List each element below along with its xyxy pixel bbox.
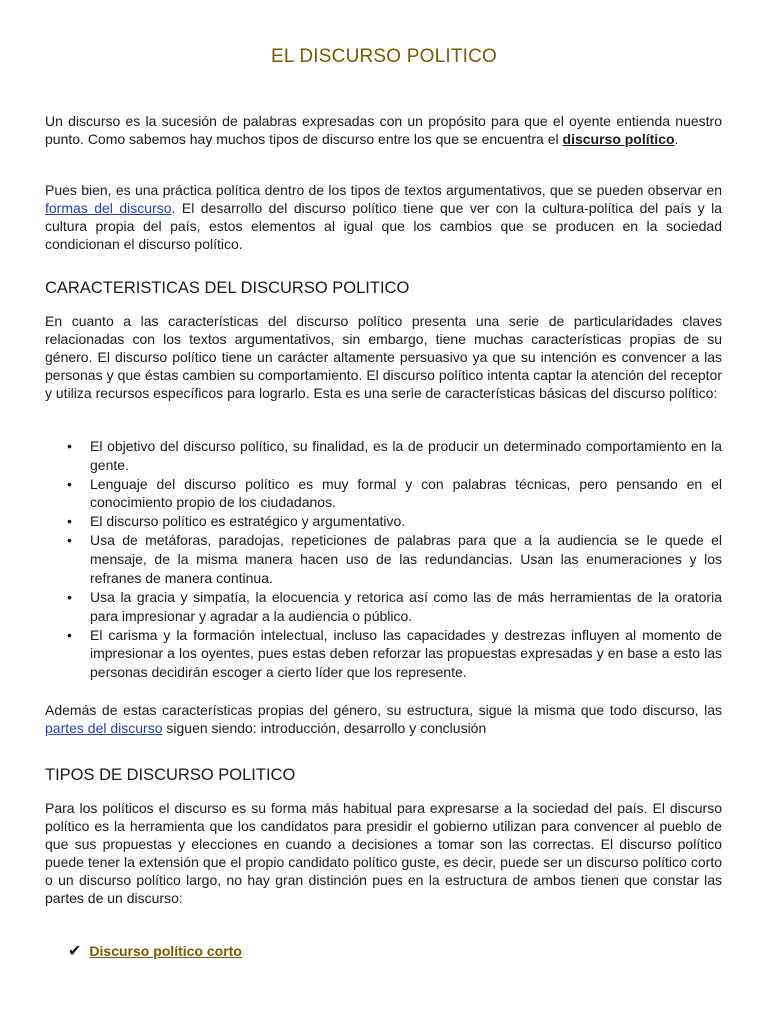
checkmark-icon: ✔ <box>68 943 82 960</box>
bullet-dot: • <box>67 626 72 643</box>
bullet-dot: • <box>67 588 72 605</box>
formas-del-discurso-link[interactable]: formas del discurso <box>45 200 172 216</box>
closing-text: Además de estas características propias del género, su estructura, sigue la misma que todo discurso, las <box>45 702 722 718</box>
intro-bold-term: discurso político <box>562 131 675 147</box>
tipos-paragraph: Para los políticos el discurso es su forma más habitual para expresarse a la sociedad del país. El discurso político es la herramienta que los candidatos para presidir el gobierno utilizan para convencer al pueblo de que sus propuestas y elecciones en cuando a decisiones a tomar son las correctas. El discurso político puede tener la extensión que el propio candidato político guste, es decir, puede ser un discurso político corto o un discurso político largo, no hay gran distinción pues en la estructura de ambos tienen que constar las partes de un discurso: <box>45 800 722 906</box>
closing-paragraph <box>45 701 722 737</box>
para2-end: . El desarrollo del discurso político tiene que ver con la cultura-política del país y la cultura propia del país, estos elementos al igual que los cambios que se producen en la sociedad condicionan el discurso político. <box>45 200 722 252</box>
list-item: • Usa la gracia y simpatía, la elocuencia y retorica así como las de más herramientas de la oratoria para impresionar y agradar a la audiencia o público. <box>67 588 722 624</box>
bullet-dot: • <box>67 438 72 454</box>
second-paragraph <box>45 181 722 253</box>
para2-text: Pues bien, es una práctica política dentro de los tipos de textos argumentativos, que se pueden observar en <box>45 182 722 198</box>
bullet-dot: • <box>67 513 72 530</box>
intro-paragraph <box>45 112 722 148</box>
checklist-item-discurso-corto <box>68 941 242 961</box>
list-item: • Usa de metáforas, paradojas, repeticiones de palabras para que a la audiencia se le quede el mensaje, de la misma manera hacen uso de las redundancias. Usan las enumeraciones y los refranes de manera continua. <box>67 532 722 586</box>
intro-text: Un discurso es la sucesión de palabras expresadas con un propósito para que el oyente entienda nuestro punto. Como sabemos hay muchos tipos de discurso entre los que se encuentra el <box>45 113 722 147</box>
closing-end: siguen siendo: introducción, desarrollo y conclusión <box>162 720 487 736</box>
list-item: • El discurso político es estratégico y argumentativo. <box>67 513 406 530</box>
partes-del-discurso-link[interactable]: partes del discurso <box>45 720 163 736</box>
checklist-item-label[interactable]: Discurso político corto <box>89 943 242 959</box>
section-heading-tipos: TIPOS DE DISCURSO POLITICO <box>45 766 296 784</box>
caracteristicas-list <box>45 437 722 682</box>
caracteristicas-paragraph: En cuanto a las características del discurso político presenta una serie de particularidades claves relacionadas con los textos argumentativos, sin embargo, tiene muchas características propias de su género. El discurso político tiene un carácter altamente persuasivo ya que su intención es convencer a las personas y que éstas cambien su comportamiento. El discurso político intenta captar la atención del receptor y utiliza recursos específicos para lograrlo. Esta es una serie de características básicas del discurso político: <box>45 313 722 401</box>
list-item: • Lenguaje del discurso político es muy formal y con palabras técnicas, pero pensando en el conocimiento propio de los ciudadanos. <box>67 475 722 511</box>
list-item: • El objetivo del discurso político, su finalidad, es la de producir un determinado comportamiento en la gente. <box>67 438 722 473</box>
page-title: EL DISCURSO POLITICO <box>270 46 498 67</box>
section-heading-caracteristicas: CARACTERISTICAS DEL DISCURSO POLITICO <box>45 279 410 297</box>
intro-end: . <box>674 131 679 147</box>
list-item: • El carisma y la formación intelectual, incluso las capacidades y destrezas influyen al momento de impresionar a los oyentes, pues estas deben reforzar las propuestas expresadas y en base a esto las personas decidirán escoger a cierto líder que los represente. <box>67 626 722 680</box>
bullet-dot: • <box>67 532 72 549</box>
bullet-dot: • <box>67 475 72 492</box>
